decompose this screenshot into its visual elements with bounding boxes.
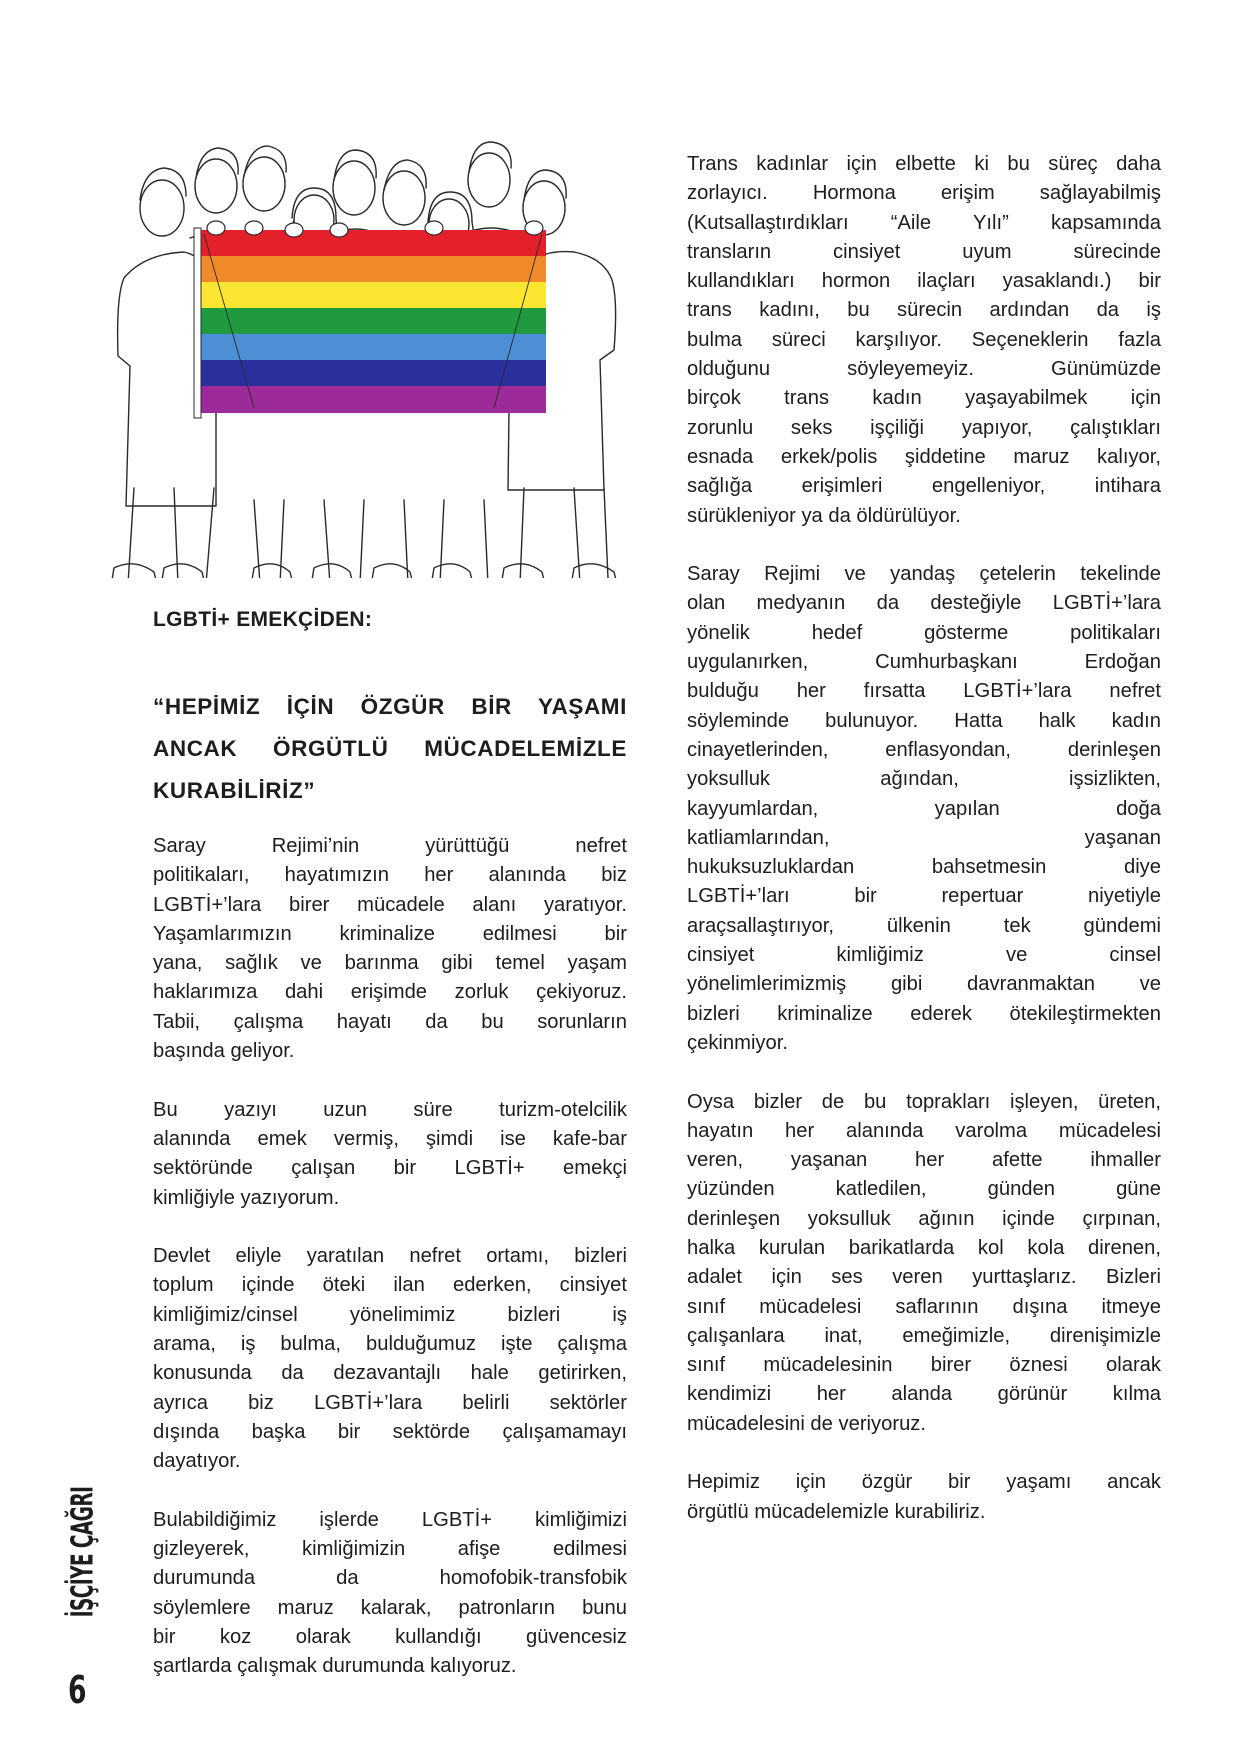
text-line: yüzünden katledilen, günden güne: [687, 1178, 1161, 1201]
body-paragraph: [153, 832, 627, 1066]
text-line: Devlet eliyle yaratılan nefret ortamı, bizleri: [153, 1245, 627, 1268]
text-line: kimliğiyle yazıyorum.: [153, 1186, 340, 1209]
text-line: olduğunu söyleyemeyiz. Günümüzde: [687, 358, 1161, 381]
illustration-people-with-rainbow-flag: [104, 128, 636, 578]
text-line: cinsiyet kimliğimiz ve cinsel: [687, 944, 1161, 967]
headline-line: “HEPİMİZ İÇİN ÖZGÜR BİR YAŞAMI: [153, 694, 627, 719]
text-line: hukuksuzluklardan bahsetmesin diye: [687, 856, 1161, 879]
text-line: hayatın her alanında varolma mücadelesi: [687, 1119, 1161, 1142]
text-line: kullandıkları hormon ilaçları yasaklandı.) bir: [687, 270, 1161, 293]
text-line: olan medyanın da desteğiyle LGBTİ+’lara: [687, 592, 1161, 615]
text-line: yoksulluk ağından, işsizlikten,: [687, 768, 1161, 791]
text-line: dayatıyor.: [153, 1450, 241, 1473]
text-line: başında geliyor.: [153, 1040, 295, 1063]
publication-name-text: İŞÇİYE ÇAĞRI: [65, 1486, 101, 1618]
text-line: bizleri kriminalize ederek ötekileştirmekten: [687, 1002, 1161, 1025]
text-line: konusunda da dezavantajlı hale getirirken,: [153, 1362, 627, 1385]
text-line: (Kutsallaştırdıkları “Aile Yılı” kapsamında: [687, 211, 1161, 234]
text-line: zorunlu seks işçiliği yapıyor, çalıştıkları: [687, 416, 1161, 439]
paragraph-gap: [687, 1439, 1161, 1468]
text-line: mücadelesini de veriyoruz.: [687, 1412, 926, 1435]
paragraph-gap: [153, 1066, 627, 1095]
text-line: Hepimiz için özgür bir yaşamı ancak: [687, 1471, 1161, 1494]
text-line: katliamlarından, yaşanan: [687, 826, 1161, 849]
publication-brand-vertical: [58, 1462, 108, 1642]
text-line: durumunda da homofobik-transfobik: [153, 1567, 627, 1590]
text-line: yana, sağlık ve barınma gibi temel yaşam: [153, 952, 627, 975]
article-headline: [153, 686, 627, 812]
text-line: Bulabildiğimiz işlerde LGBTİ+ kimliğimizi: [153, 1508, 627, 1531]
body-paragraph: [153, 1096, 627, 1213]
text-line: bulduğu her fırsatta LGBTİ+’lara nefret: [687, 680, 1161, 703]
text-line: cinayetlerinden, enflasyondan, derinleşen: [687, 738, 1161, 761]
text-line: Saray Rejimi’nin yürüttüğü nefret: [153, 835, 627, 857]
text-line: Oysa bizler de bu toprakları işleyen, üreten,: [687, 1090, 1161, 1113]
text-line: yönelimlerimizmiş gibi davranmaktan ve: [687, 973, 1161, 996]
text-line: derinleşen yoksulluk ağının içinde çırpınan,: [687, 1207, 1161, 1230]
body-paragraph: [687, 1088, 1161, 1440]
text-line: kayyumlardan, yapılan doğa: [687, 797, 1161, 820]
text-line: şartlarda çalışmak durumunda kalıyoruz.: [153, 1655, 517, 1678]
text-line: sektöründe çalışan bir LGBTİ+ emekçi: [153, 1157, 627, 1180]
body-paragraph: [153, 1242, 627, 1476]
text-line: Tabii, çalışma hayatı da bu sorunların: [153, 1010, 627, 1033]
text-line: esnada erkek/polis şiddetine maruz kalıyor,: [687, 445, 1161, 468]
text-line: sürükleniyor ya da öldürülüyor.: [687, 504, 961, 527]
text-line: kimliğimiz/cinsel yönelimimiz bizleri iş: [153, 1303, 627, 1326]
text-line: veren, yaşanan her afette ihmaller: [687, 1149, 1161, 1172]
page-number-text: 6: [67, 1668, 87, 1712]
text-line: bir koz olarak kullandığı güvencesiz: [153, 1626, 627, 1649]
text-line: sınıf mücadelesi saflarının dışına itmeye: [687, 1295, 1161, 1318]
text-line: araçsallaştırıyor, ülkenin tek gündemi: [687, 914, 1161, 937]
pride-flag-illustration: [104, 128, 636, 578]
headline-line: ANCAK ÖRGÜTLÜ MÜCADELEMİZLE: [153, 736, 627, 761]
text-line: alanında emek vermiş, şimdi ise kafe-bar: [153, 1127, 627, 1150]
headline-line: KURABİLİRİZ”: [153, 778, 316, 803]
paragraph-gap: [687, 531, 1161, 560]
rainbow-flag: [194, 228, 546, 418]
text-line: dışında başka bir sektörde çalışamamayı: [153, 1420, 627, 1443]
left-column: [153, 600, 627, 1682]
text-line: Yaşamlarımızın kriminalize edilmesi bir: [153, 922, 627, 945]
text-line: haklarımıza dahi erişimde zorluk çekiyoruz.: [153, 981, 627, 1004]
text-line: bulma süreci karşılıyor. Seçeneklerin fazla: [687, 328, 1161, 351]
text-line: ayrıca biz LGBTİ+’lara belirli sektörler: [153, 1391, 627, 1414]
text-line: LGBTİ+’ları bir repertuar niyetiyle: [687, 885, 1161, 908]
text-line: Saray Rejimi ve yandaş çetelerin tekelinde: [687, 563, 1161, 586]
text-line: Trans kadınlar için elbette ki bu süreç daha: [687, 153, 1161, 175]
text-line: çalışanlara inat, emeğimizle, direnişimizle: [687, 1324, 1161, 1347]
page-number: [62, 1668, 92, 1712]
closing-paragraph: [687, 1468, 1161, 1527]
text-line: toplum içinde öteki ilan ederken, cinsiyet: [153, 1274, 627, 1297]
text-line: söyleminde bulunuyor. Hatta halk kadın: [687, 709, 1161, 732]
paragraph-gap: [153, 1213, 627, 1242]
article-kicker: LGBTİ+ EMEKÇİDEN:: [153, 608, 373, 631]
body-paragraph: [687, 150, 1161, 531]
text-line: uygulanırken, Cumhurbaşkanı Erdoğan: [687, 651, 1161, 674]
text-line: yönelik hedef gösterme politikaları: [687, 621, 1161, 644]
text-line: çekinmiyor.: [687, 1031, 788, 1054]
text-line: Bu yazıyı uzun süre turizm-otelcilik: [153, 1098, 627, 1121]
text-line: zorlayıcı. Hormona erişim sağlayabilmiş: [687, 182, 1161, 205]
publication-name: [66, 1447, 101, 1658]
text-line: gizleyerek, kimliğimizin afişe edilmesi: [153, 1538, 627, 1561]
paragraph-gap: [153, 1477, 627, 1506]
text-line: sağlığa erişimleri engelleniyor, intihara: [687, 475, 1161, 498]
text-line: birçok trans kadın yaşayabilmek için: [687, 387, 1161, 410]
paragraph-gap: [687, 1058, 1161, 1087]
text-line: adalet için ses veren yurttaşlarız. Bizleri: [687, 1266, 1161, 1289]
text-line: politikaları, hayatımızın her alanında biz: [153, 864, 627, 887]
text-line: örgütlü mücadelemizle kurabiliriz.: [687, 1500, 986, 1523]
text-line: halka kurulan barikatlarda kol kola direnen,: [687, 1236, 1161, 1259]
body-paragraph: [153, 1506, 627, 1682]
body-paragraph: [687, 560, 1161, 1058]
text-line: arama, iş bulma, bulduğumuz işte çalışma: [153, 1333, 627, 1356]
text-line: LGBTİ+’lara birer mücadele alanı yaratıyor.: [153, 893, 627, 916]
text-line: trans kadını, bu sürecin ardından da iş: [687, 299, 1161, 322]
right-column: [687, 150, 1161, 1527]
text-line: transların cinsiyet uyum sürecinde: [687, 240, 1161, 263]
text-line: söylemlere maruz kalarak, patronların bunu: [153, 1596, 627, 1619]
text-line: sınıf mücadelesinin birer öznesi olarak: [687, 1354, 1161, 1377]
text-line: kendimizi her alanda görünür kılma: [687, 1383, 1161, 1406]
